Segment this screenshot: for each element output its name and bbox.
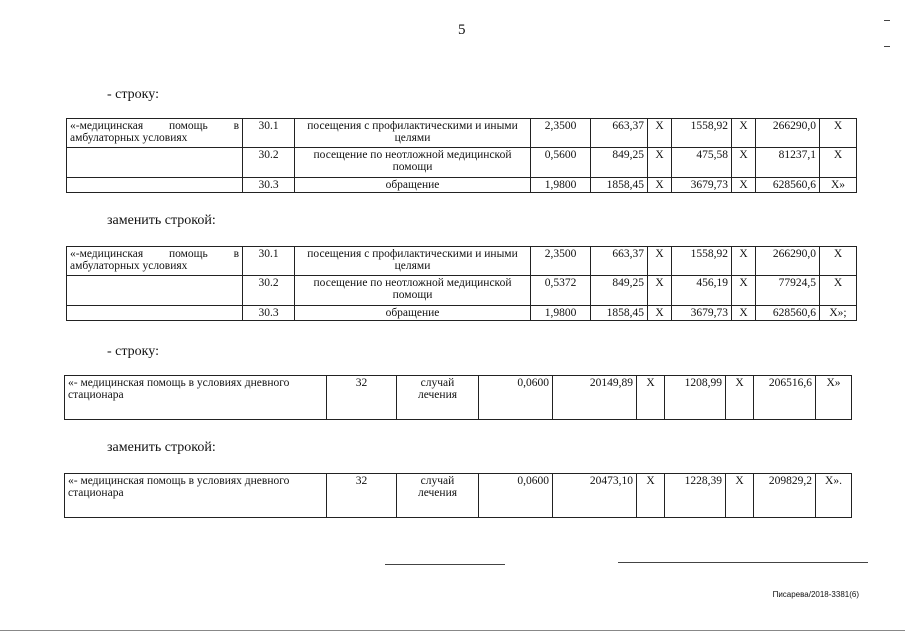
cell-total: 206516,6 bbox=[754, 376, 816, 420]
table-row bbox=[67, 119, 857, 148]
cell-volume: 0,0600 bbox=[479, 474, 553, 518]
cell-per-capita: 1558,92 bbox=[672, 247, 732, 276]
table-row bbox=[67, 178, 857, 193]
cell-per-capita: 1208,99 bbox=[665, 376, 726, 420]
scan-tick-mark bbox=[884, 20, 890, 21]
cell-total: 266290,0 bbox=[756, 247, 820, 276]
cell-x: X bbox=[637, 376, 665, 420]
cell-volume: 1,9800 bbox=[531, 178, 591, 193]
cell-x: X bbox=[648, 276, 672, 306]
cell-unit: обращение bbox=[295, 306, 531, 321]
cell-x: X» bbox=[816, 376, 852, 420]
cell-x: X» bbox=[820, 178, 857, 193]
table-original-ambulatory bbox=[66, 118, 857, 193]
cell-cost: 1858,45 bbox=[591, 178, 648, 193]
cell-x: X»; bbox=[820, 306, 857, 321]
cell-total: 628560,6 bbox=[756, 178, 820, 193]
cell-per-capita: 475,58 bbox=[672, 148, 732, 178]
cell-code: 30.1 bbox=[243, 119, 295, 148]
cell-code: 30.3 bbox=[243, 306, 295, 321]
cell-unit: посещения с профилактическими и иными целями bbox=[295, 119, 531, 148]
table-row bbox=[67, 306, 857, 321]
cell-total: 628560,6 bbox=[756, 306, 820, 321]
cell-service: «- медицинская помощь в условиях дневного стационара bbox=[65, 474, 327, 518]
cell-x: X bbox=[648, 148, 672, 178]
cell-cost: 20473,10 bbox=[553, 474, 637, 518]
cell-cost: 1858,45 bbox=[591, 306, 648, 321]
cell-x: X». bbox=[816, 474, 852, 518]
cell-cost: 663,37 bbox=[591, 247, 648, 276]
cell-x: X bbox=[732, 276, 756, 306]
cell-volume: 2,3500 bbox=[531, 247, 591, 276]
scan-tick-mark bbox=[884, 46, 890, 47]
table-row bbox=[65, 376, 852, 420]
instruction-replace-label: заменить строкой: bbox=[107, 440, 216, 455]
cell-volume: 2,3500 bbox=[531, 119, 591, 148]
cell-per-capita: 456,19 bbox=[672, 276, 732, 306]
cell-total: 266290,0 bbox=[756, 119, 820, 148]
cell-unit: случай лечения bbox=[397, 376, 479, 420]
cell-x: X bbox=[732, 306, 756, 321]
scan-bottom-line bbox=[0, 630, 905, 631]
cell-total: 81237,1 bbox=[756, 148, 820, 178]
cell-code: 32 bbox=[327, 376, 397, 420]
table-row bbox=[67, 148, 857, 178]
instruction-row-label: - строку: bbox=[107, 344, 159, 359]
cell-x: X bbox=[732, 148, 756, 178]
cell-total: 209829,2 bbox=[754, 474, 816, 518]
cell-unit: посещение по неотложной медицинской помощи bbox=[295, 148, 531, 178]
cell-x: X bbox=[820, 148, 857, 178]
table-replacement-ambulatory bbox=[66, 246, 857, 321]
cell-code: 32 bbox=[327, 474, 397, 518]
cell-x: X bbox=[820, 119, 857, 148]
cell-x: X bbox=[732, 247, 756, 276]
cell-x: X bbox=[648, 119, 672, 148]
cell-cost: 20149,89 bbox=[553, 376, 637, 420]
cell-code: 30.2 bbox=[243, 276, 295, 306]
cell-code: 30.2 bbox=[243, 148, 295, 178]
cell-service: «-медицинская помощь в амбулаторных условиях bbox=[67, 119, 243, 148]
cell-service bbox=[67, 178, 243, 193]
cell-cost: 849,25 bbox=[591, 276, 648, 306]
cell-x: X bbox=[648, 247, 672, 276]
cell-cost: 663,37 bbox=[591, 119, 648, 148]
cell-per-capita: 1558,92 bbox=[672, 119, 732, 148]
table-replacement-day-hospital bbox=[64, 473, 852, 518]
scan-line-mark bbox=[618, 562, 868, 563]
cell-unit: обращение bbox=[295, 178, 531, 193]
cell-x: X bbox=[648, 306, 672, 321]
cell-total: 77924,5 bbox=[756, 276, 820, 306]
cell-service bbox=[67, 148, 243, 178]
cell-x: X bbox=[726, 376, 754, 420]
cell-code: 30.3 bbox=[243, 178, 295, 193]
cell-unit: случай лечения bbox=[397, 474, 479, 518]
scan-line-mark bbox=[385, 564, 505, 565]
cell-volume: 0,0600 bbox=[479, 376, 553, 420]
cell-x: X bbox=[820, 247, 857, 276]
cell-volume: 0,5600 bbox=[531, 148, 591, 178]
cell-x: X bbox=[732, 119, 756, 148]
cell-service: «-медицинская помощь в амбулаторных условиях bbox=[67, 247, 243, 276]
cell-service: «- медицинская помощь в условиях дневного стационара bbox=[65, 376, 327, 420]
document-code: Писарева/2018-3381(6) bbox=[772, 590, 859, 599]
cell-x: X bbox=[820, 276, 857, 306]
cell-unit: посещение по неотложной медицинской помощи bbox=[295, 276, 531, 306]
cell-service bbox=[67, 306, 243, 321]
cell-x: X bbox=[648, 178, 672, 193]
cell-x: X bbox=[732, 178, 756, 193]
cell-volume: 1,9800 bbox=[531, 306, 591, 321]
instruction-replace-label: заменить строкой: bbox=[107, 213, 216, 228]
cell-service bbox=[67, 276, 243, 306]
cell-unit: посещения с профилактическими и иными целями bbox=[295, 247, 531, 276]
cell-volume: 0,5372 bbox=[531, 276, 591, 306]
table-row bbox=[67, 276, 857, 306]
cell-x: X bbox=[637, 474, 665, 518]
cell-per-capita: 3679,73 bbox=[672, 306, 732, 321]
cell-per-capita: 1228,39 bbox=[665, 474, 726, 518]
cell-cost: 849,25 bbox=[591, 148, 648, 178]
page-number: 5 bbox=[458, 22, 466, 38]
table-row bbox=[67, 247, 857, 276]
cell-code: 30.1 bbox=[243, 247, 295, 276]
instruction-row-label: - строку: bbox=[107, 87, 159, 102]
cell-per-capita: 3679,73 bbox=[672, 178, 732, 193]
cell-x: X bbox=[726, 474, 754, 518]
table-original-day-hospital bbox=[64, 375, 852, 420]
table-row bbox=[65, 474, 852, 518]
